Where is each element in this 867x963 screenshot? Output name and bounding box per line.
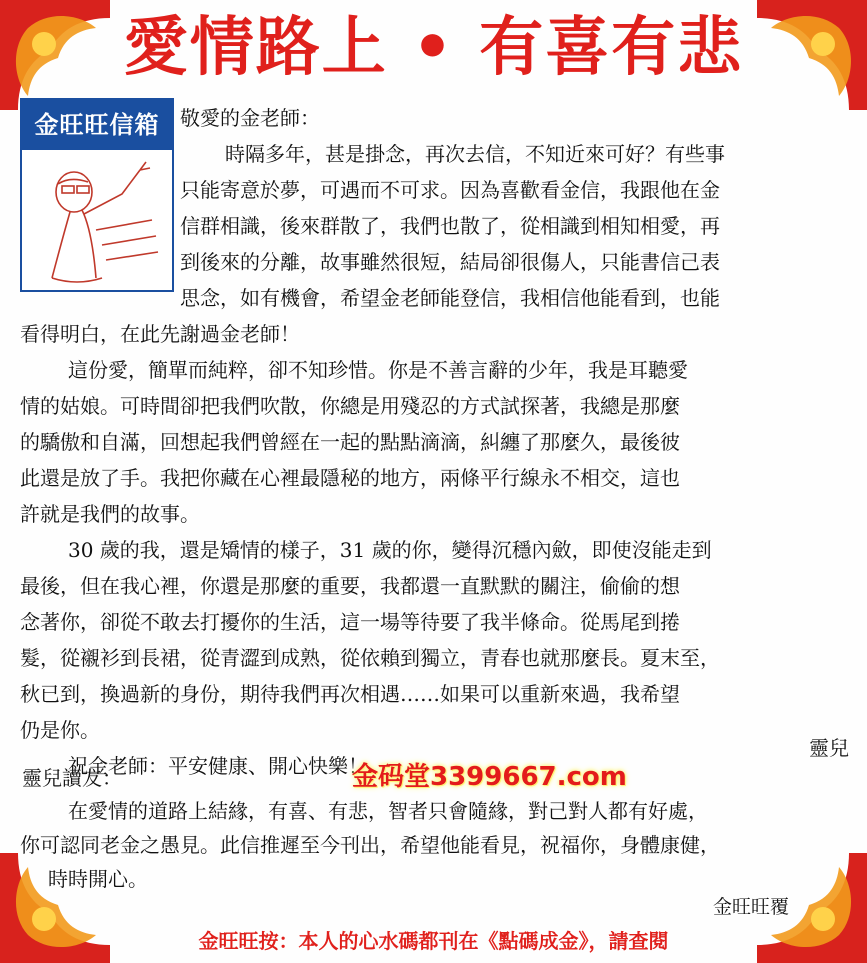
letter-line: 只能寄意於夢，可遇而不可求。因為喜歡看金信，我跟他在金 bbox=[180, 178, 720, 202]
letter-line: 思念，如有機會，希望金老師能登信，我相信他能看到，也能 bbox=[180, 286, 720, 310]
letter-salutation: 敬愛的金老師： bbox=[180, 106, 320, 130]
letter-line: 到後來的分離，故事雖然很短，結局卻很傷人，只能書信己表 bbox=[180, 250, 720, 274]
page-title: 愛情路上 • 有喜有悲 bbox=[123, 10, 744, 85]
reply-line: 你可認同老金之愚見。此信推遲至今刊出，希望他能看見，祝福你，身體康健， bbox=[20, 833, 720, 857]
letter-line: 最後，但在我心裡，你還是那麼的重要，我都還一直默默的關注，偷偷的想 bbox=[20, 574, 680, 598]
letter-line: 秋已到，換過新的身份，期待我們再次相遇……如果可以重新來過，我希望 bbox=[20, 682, 680, 706]
reply-salutation: 靈兒讀友： bbox=[22, 766, 122, 790]
reply-line: 時時開心。 bbox=[48, 867, 148, 891]
watermark-text: 金码堂3399667.com bbox=[352, 762, 627, 792]
letter-line: 時隔多年，甚是掛念，再次去信，不知近來可好？有些事 bbox=[225, 142, 725, 166]
letter-body bbox=[20, 100, 853, 784]
reply-body bbox=[20, 794, 855, 896]
letter-line: 情的姑娘。可時間卻把我們吹散，你總是用殘忍的方式試探著，我總是那麼 bbox=[20, 394, 680, 418]
letter-signature: 靈兒 bbox=[809, 736, 849, 760]
letter-line: 念著你，卻從不敢去打擾你的生活，這一場等待要了我半條命。從馬尾到捲 bbox=[20, 610, 680, 634]
reply-signature: 金旺旺覆 bbox=[712, 896, 789, 918]
letter-line: 的驕傲和自滿，回想起我們曾經在一起的點點滴滴，糾纏了那麼久，最後彼 bbox=[20, 430, 680, 454]
letter-line: 此還是放了手。我把你藏在心裡最隱秘的地方，兩條平行線永不相交，這也 bbox=[20, 466, 680, 490]
letter-line: 30 歲的我，還是矯情的樣子，31 歲的你，變得沉穩內斂，即使沒能走到 bbox=[68, 538, 712, 562]
footer-note: 金旺旺按：本人的心水碼都刊在《點碼成金》，請查閱 bbox=[198, 929, 669, 953]
letter-line: 髮，從襯衫到長裙，從青澀到成熟，從依賴到獨立，青春也就那麼長。夏末至， bbox=[20, 646, 720, 670]
letter-line: 這份愛，簡單而純粹，卻不知珍惜。你是不善言辭的少年，我是耳聽愛 bbox=[68, 358, 688, 382]
letter-line: 仍是你。 bbox=[20, 718, 100, 742]
letter-line: 信群相識，後來群散了，我們也散了，從相識到相知相愛，再 bbox=[180, 214, 720, 238]
letter-closing: 祝金老師：平安健康、開心快樂！ bbox=[68, 754, 368, 778]
letter-line: 許就是我們的故事。 bbox=[20, 502, 200, 526]
column-badge-label: 金旺旺信箱 bbox=[22, 100, 172, 150]
letter-line: 看得明白，在此先謝過金老師！ bbox=[20, 322, 300, 346]
reply-line: 在愛情的道路上結緣，有喜、有悲，智者只會隨緣，對己對人都有好處， bbox=[68, 799, 708, 823]
